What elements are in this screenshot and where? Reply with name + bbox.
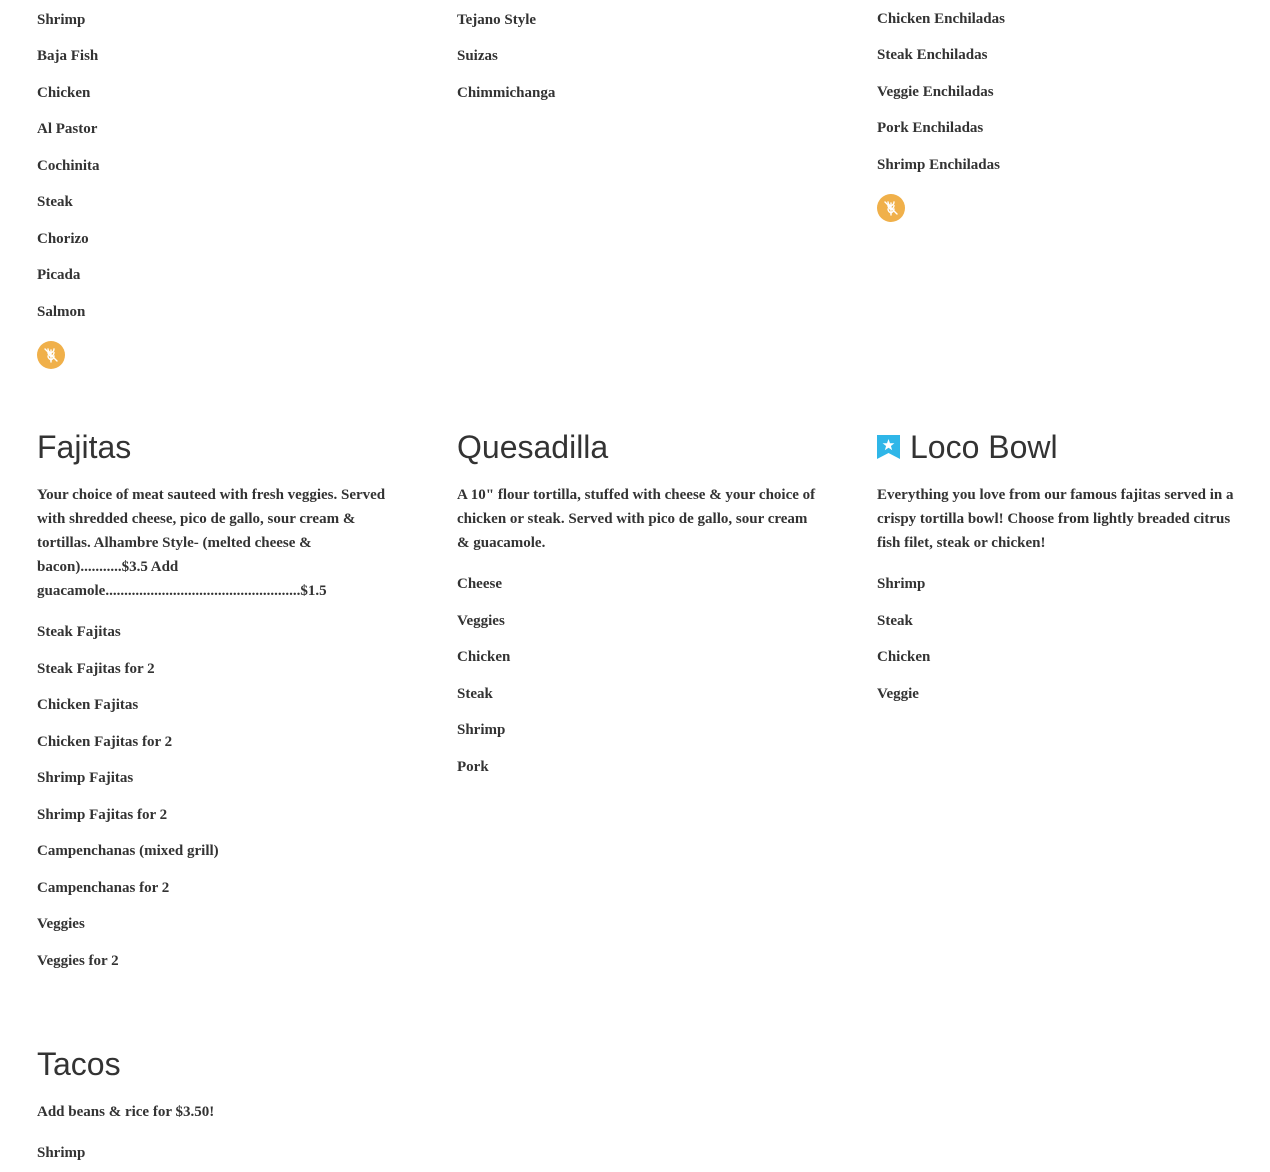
menu-item[interactable]: Veggie Enchiladas [877,84,994,100]
menu-item[interactable]: Chorizo [37,231,89,247]
menu-item[interactable]: Veggies [457,613,505,629]
section-title [37,1045,121,1083]
menu-item[interactable]: Chicken [877,649,931,665]
menu-item[interactable]: Al Pastor [37,121,98,137]
menu-item[interactable]: Salmon [37,304,86,320]
menu-item[interactable]: Shrimp [457,722,506,738]
section-description: Add beans & rice for $3.50! [37,1104,215,1120]
menu-item[interactable]: Steak [877,613,913,629]
menu-item[interactable]: Chicken [37,85,91,101]
menu-item[interactable]: Cheese [457,576,502,592]
menu-item[interactable]: Steak [457,686,493,702]
menu-item[interactable]: Chimmichanga [457,85,556,101]
menu-item[interactable]: Steak Fajitas [37,624,121,640]
menu-item[interactable]: Steak [37,194,73,210]
section-description: Your choice of meat sauteed with fresh veggies. Served with shredded cheese, pico de gallo, sour cream & tortillas. Alhambre Style- (melted cheese & bacon)...........$3.5 Add guacamole....................................................$1.5 [37,487,386,599]
section-title [37,428,131,466]
menu-item[interactable]: Baja Fish [37,48,99,64]
menu-item[interactable]: Veggie [877,686,919,702]
section-description: A 10" flour tortilla, stuffed with cheese & your choice of chicken or steak. Served with pico de gallo, sour cream & guacamole. [457,487,816,551]
menu-item[interactable]: Picada [37,267,81,283]
menu-item[interactable]: Shrimp Fajitas for 2 [37,807,168,823]
menu-item[interactable]: Tejano Style [457,12,537,28]
menu-item[interactable]: Chicken Fajitas [37,697,139,713]
menu-item[interactable]: Chicken [457,649,511,665]
menu-item[interactable]: Steak Enchiladas [877,47,988,63]
menu-item[interactable]: Veggies [37,916,85,932]
section-title [877,428,1058,466]
menu-item[interactable]: Pork Enchiladas [877,120,984,136]
menu-item[interactable]: Shrimp [37,12,86,28]
menu-item[interactable]: Pork [457,759,489,775]
featured-star-icon [877,429,900,453]
section-description: Everything you love from our famous fajitas served in a crispy tortilla bowl! Choose from lightly breaded citrus fish filet, steak or chicken! [877,487,1234,551]
menu-item[interactable]: Shrimp [877,576,926,592]
menu-item[interactable]: Campenchanas for 2 [37,880,170,896]
menu-item[interactable]: Shrimp Fajitas [37,770,134,786]
gluten-free-icon [37,341,65,369]
gluten-free-icon [877,194,905,222]
section-title-text: Tacos [37,1046,121,1082]
menu-item[interactable]: Veggies for 2 [37,953,119,969]
menu-item[interactable]: Cochinita [37,158,100,174]
menu-item[interactable]: Chicken Enchiladas [877,11,1005,27]
menu-item[interactable]: Suizas [457,48,498,64]
menu-item[interactable]: Shrimp Enchiladas [877,157,1000,173]
menu-item[interactable]: Steak Fajitas for 2 [37,661,155,677]
menu-item[interactable]: Chicken Fajitas for 2 [37,734,173,750]
menu-item[interactable]: Shrimp [37,1145,86,1161]
section-title [457,428,608,466]
section-title-text: Quesadilla [457,429,609,465]
section-title-text: Fajitas [37,429,132,465]
menu-item[interactable]: Campenchanas (mixed grill) [37,843,219,859]
section-title-text: Loco Bowl [910,429,1058,465]
